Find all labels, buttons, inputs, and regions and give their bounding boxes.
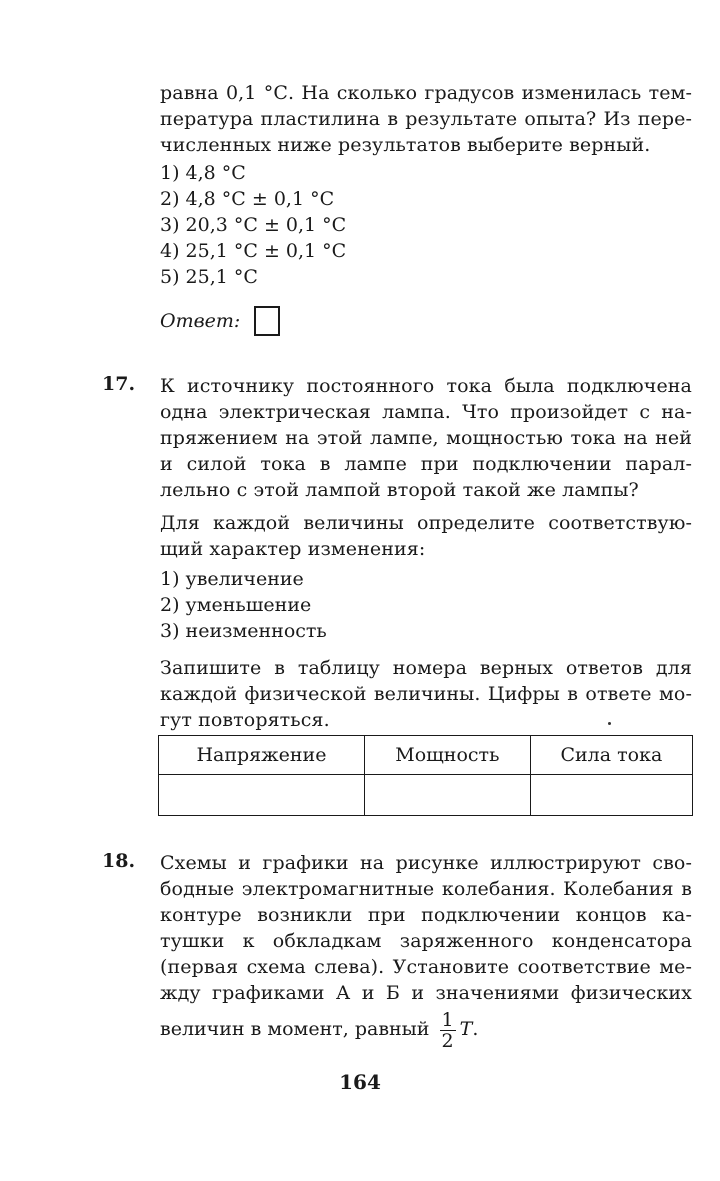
q16-line: численных ниже результатов выберите верный. [160,134,651,156]
q16-line: равна 0,1 °С. На сколько градусов изменилась тем- [160,82,692,104]
table-header-power: Мощность [364,736,530,775]
q17-option-1: 1) увеличение [160,568,304,590]
q18-line: (первая схема слева). Установите соответствие ме- [160,956,692,978]
q17-option-3: 3) неизменность [160,620,327,642]
q17-instruction [160,510,692,562]
q17-table-instruction [160,655,692,733]
q16-answer-box[interactable] [254,306,280,336]
q18-last-line [160,1005,478,1053]
q18-line: тушки к обкладкам заряженного конденсатора [160,930,692,952]
period-symbol: T [459,1018,473,1040]
table-cell-current-answer[interactable] [530,775,692,816]
q18-line: жду графиками А и Б и значениями физических [160,982,692,1004]
q17-line: лельно с этой лампой второй такой же лампы? [160,479,639,501]
q17-number: 17. [102,373,136,395]
q18-line: контуре возникли при подключении концов ка- [160,904,692,926]
q18-last-line-text: величин в момент, равный [160,1018,430,1040]
q16-option-4: 4) 25,1 °С ± 0,1 °С [160,240,347,262]
q17-instruction-line: щий характер изменения: [160,538,426,560]
q16-option-3: 3) 20,3 °С ± 0,1 °С [160,214,347,236]
q17-line: и силой тока в лампе при подключении парал- [160,453,692,475]
q17-text [160,373,692,503]
q17-table-instruction-line: каждой физической величины. Цифры в ответе мо- [160,683,692,705]
q17-instruction-line: Для каждой величины определите соответствую- [160,512,692,534]
q18-text [160,850,692,1006]
page-number: 164 [339,1070,381,1094]
fraction-one-half [440,1010,456,1051]
q18-line-end: . [472,1018,479,1040]
q16-answer-label: Ответ: [160,310,241,332]
q17-line: пряжением на этой лампе, мощностью тока на ней [160,427,692,449]
table-cell-power-answer[interactable] [364,775,530,816]
table-header-current: Сила тока [530,736,692,775]
q17-answer-table [158,735,693,816]
table-cell-voltage-answer[interactable] [159,775,365,816]
q17-table-instruction-line: Запишите в таблицу номера верных ответов для [160,657,692,679]
fraction-numerator: 1 [441,1008,454,1031]
q17-line: К источнику постоянного тока была подключена [160,375,692,397]
q16-line: пература пластилина в результате опыта? Из пере- [160,108,692,130]
q17-option-2: 2) уменьшение [160,594,312,616]
q16-option-2: 2) 4,8 °С ± 0,1 °С [160,188,335,210]
q18-line: Схемы и графики на рисунке иллюстрируют сво- [160,852,692,874]
q17-table-instruction-line: гут повторяться. [160,709,330,731]
q16-option-1: 1) 4,8 °С [160,162,246,184]
table-header-voltage: Напряжение [159,736,365,775]
q18-line: бодные электромагнитные колебания. Колебания в [160,878,692,900]
q16-option-5: 5) 25,1 °С [160,266,258,288]
stray-dot [608,722,611,725]
q16-text [160,80,692,158]
fraction-denominator: 2 [441,1029,454,1052]
q18-number: 18. [102,850,136,872]
q17-line: одна электрическая лампа. Что произойдет с на- [160,401,692,423]
